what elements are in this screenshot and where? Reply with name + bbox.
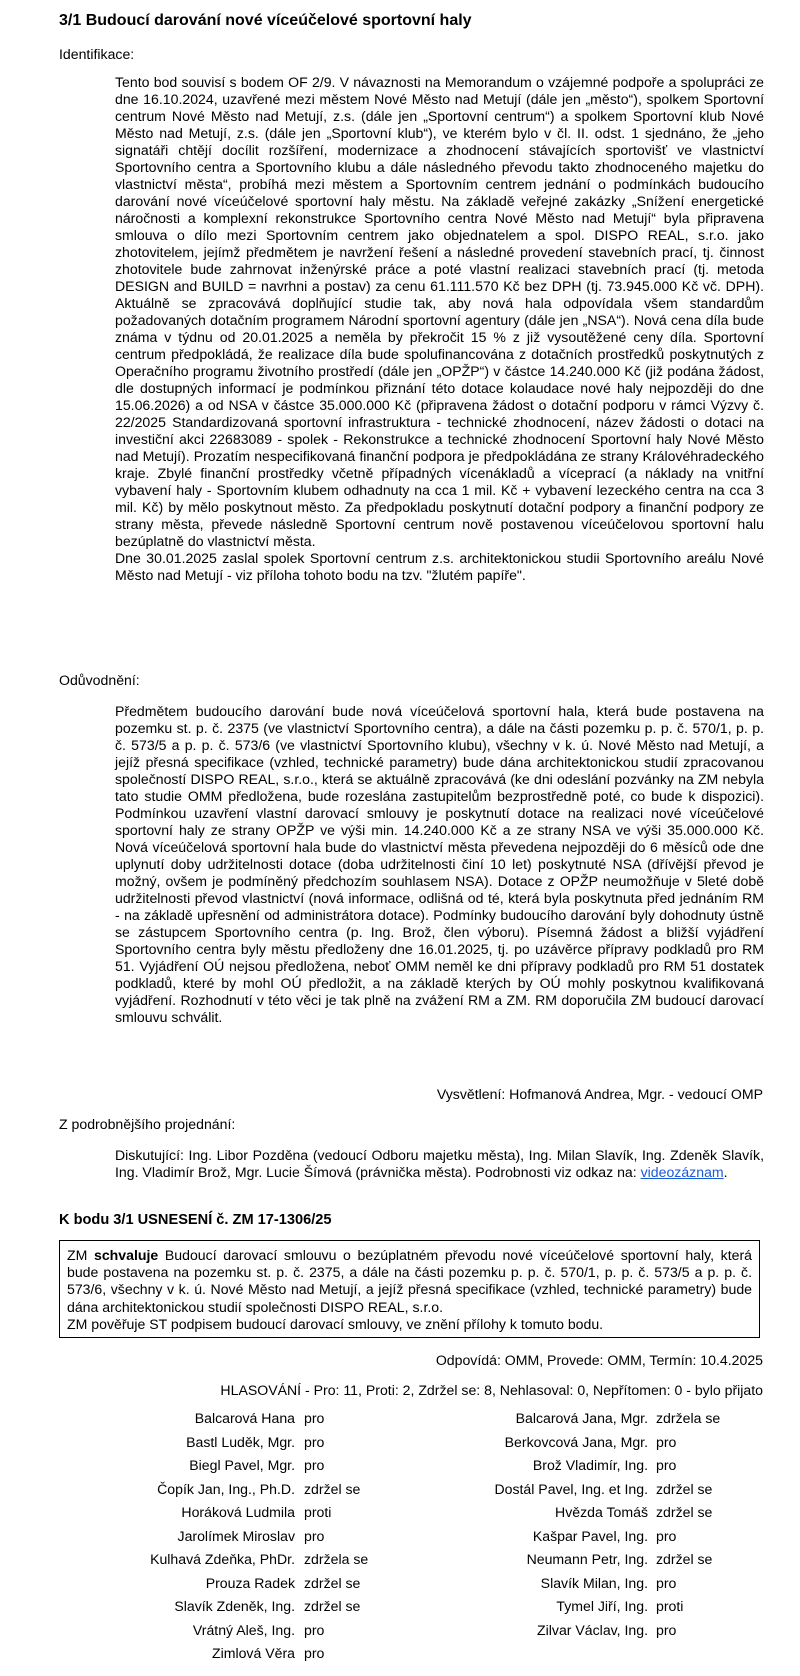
voter-vote: zdržel se <box>656 1480 713 1497</box>
resolution-heading: K bodu 3/1 USNESENÍ č. ZM 17-1306/25 <box>59 1212 332 1228</box>
voter-name: Zilvar Václav, Ing. <box>537 1621 648 1638</box>
voter-vote: pro <box>304 1527 325 1544</box>
voter-vote: pro <box>656 1457 677 1473</box>
voter-name: Balcarová Hana <box>194 1410 295 1426</box>
voter-name: Tymel Jiří, Ing. <box>556 1598 648 1614</box>
voter-name: Prouza Radek <box>205 1574 295 1591</box>
voter-vote: pro <box>656 1621 677 1638</box>
resolution-box <box>59 1240 760 1338</box>
voter-name: Kašpar Pavel, Ing. <box>532 1527 648 1544</box>
voter-name: Bastl Luděk, Mgr. <box>186 1433 295 1450</box>
voter-name: Hvězda Tomáš <box>555 1504 648 1520</box>
responsible-line: Odpovídá: OMM, Provede: OMM, Termín: 10.4.2025 <box>435 1352 763 1368</box>
vote-row <box>0 1575 800 1599</box>
voter-vote: pro <box>304 1457 325 1473</box>
identification-paragraph-2: Dne 30.01.2025 zaslal spolek Sportovní centrum z.s. architektonickou studii Sportovního areálu Nové Město nad Metují - viz příloha tohoto bodu na tzv. "žlutém papíře". <box>115 550 764 583</box>
justification-label: Odůvodnění: <box>59 672 140 688</box>
voting-summary: HLASOVÁNÍ - Pro: 11, Proti: 2, Zdržel se: 8, Nehlasoval: 0, Nepřítomen: 0 - bylo přijato <box>220 1382 763 1398</box>
discussion-participants: Diskutující: Ing. Libor Pozděna (vedoucí Odboru majetku města), Ing. Milan Slavík, Ing. Zdeněk Slavík, Ing. Vladimír Brož, Mgr. Lucie Šímová (právnička města). Podrobnosti viz odkaz na: <box>115 1147 764 1180</box>
vote-row <box>0 1598 800 1622</box>
justification-paragraph: Předmětem budoucího darování bude nová víceúčelová sportovní hala, která bude postavena na pozemku st. p. č. 2375 (ve vlastnictví Sportovního centra), a dále na části pozemku p. p. č. 570/1, p. p. č. 573/5 a p. p. č. 573/6 (ve vlastnictví Sportovního klubu), všechny v k. ú. Nové Město nad Metují, a jejíž přesná specifikace (vzhled, technické parametry) bude dána architektonickou studií zpracovanou společností DISPO REAL, s.r.o., která se aktuálně zpracovává (ke dni odeslání pozvánky na ZM nebyla tato studie OMM předložena, bude rozeslána zastupitelům bezprostředně poté, co bude k dispozici). Podmínkou uzavření vlastní darovací smlouvy je poskytnutí dotace na realizaci nové víceúčelové sportovní haly ze strany OPŽP ve výši min. 14.240.000 Kč a ze strany NSA ve výši 35.000.000 Kč. Nová víceúčelová sportovní hala bude do vlastnictví města převedena nejpozději do 6 měsíců ode dne uplynutí doby udržitelnosti dotace (doba udržitelnosti činí 10 let) poskytnuté NSA (dřívější převod je možný, ovšem je podmíněný předchozím souhlasem NSA). Dotace z OPŽP neumožňuje v 5leté době udržitelnosti převod vlastnictví (nová informace, odlišná od té, která byla poskytnuta před jednáním RM - na základě upřesnění od administrátora dotace). Podmínky budoucího darování byly dohodnuty ústně se zástupcem Sportovního centra (p. Ing. Brož, člen výboru). Písemná žádost a bližší vyjádření Sportovního centra byly městu předloženy dne 16.01.2025, tj. po uzávěrce přípravy podkladů pro RM 51. Vyjádření OÚ nejsou předložena, neboť OMM neměl ke dni přípravy podkladů pro RM 51 dostatek podkladů, které by mohl OÚ předložit, a na základě kterých by OÚ mohly poskytnou kvalifikovaná vyjádření. Rozhodnutí v této věci je tak plně na zvážení RM a ZM. RM doporučila ZM budoucí darovací smlouvu schválit. <box>115 703 764 1025</box>
identification-text <box>115 74 764 584</box>
vote-row <box>0 1528 800 1552</box>
voter-vote: pro <box>304 1410 325 1426</box>
voter-name: Berkovcová Jana, Mgr. <box>504 1433 648 1450</box>
voter-vote: zdržel se <box>304 1598 361 1614</box>
voter-name: Horáková Ludmila <box>181 1504 295 1520</box>
voter-name: Slavík Milan, Ing. <box>540 1574 648 1591</box>
voter-name: Slavík Zdeněk, Ing. <box>174 1598 295 1614</box>
voter-name: Kulhavá Zdeňka, PhDr. <box>150 1551 295 1567</box>
voter-name: Zimlová Věra <box>211 1645 295 1661</box>
voter-vote: pro <box>304 1621 325 1638</box>
voter-vote: proti <box>304 1504 332 1520</box>
vote-row <box>0 1457 800 1481</box>
voter-vote: pro <box>656 1433 677 1450</box>
identification-paragraph-1: Tento bod souvisí s bodem OF 2/9. V návaznosti na Memorandum o vzájemné podpoře a spolupráci ze dne 16.10.2024, uzavřené mezi městem Nové Město nad Metují (dále jen „město“), spolkem Sportovní centrum Nové Město nad Metují, z.s. (dále jen „Sportovní centrum“) a spolkem Sportovní klub Nové Město nad Metují, z.s. (dále jen „Sportovní klub“), ve kterém bylo v čl. II. odst. 1 sjednáno, že „jeho signatáři chtějí docílit rozšíření, modernizace a zhodnocení stávajících sportovišť ve vlastnictví Sportovního centra a Sportovního klubu a dále následného převodu takto zhodnoceného majetku do vlastnictví města“, probíhá mezi městem a Sportovním centrem jednání o podmínkách budoucího darování nové víceúčelové sportovní haly městu. Na základě veřejné zakázky „Snížení energetické náročnosti a komplexní rekonstrukce Sportovního centra Nové Město nad Metují“ byla připravena smlouva o dílo mezi Sportovním centrem jako objednatelem a spol. DISPO REAL, s.r.o. jako zhotovitelem, jejímž předmětem je navržení řešení a následné provedení stavebních prací, tj. činnost zhotovitele bude zahrnovat inženýrské práce a poté vlastní realizaci stavebních prací (tj. metoda DESIGN and BUILD = navrhni a postav) za cenu 61.111.570 Kč bez DPH (tj. 73.945.000 Kč vč. DPH). Aktuálně se zpracovává doplňující studie tak, aby nová hala odpovídala všem standardům požadovaných dotačním programem Národní sportovní agentury (dále jen „NSA“). Nová cena díla bude známa v týdnu od 20.01.2025 a neměla by překročit 15 % z již vysoutěžené ceny díla. Sportovní centrum předpokládá, že realizace díla bude spolufinancována z dotačních prostředků poskytnutých z Operačního programu životního prostředí (dále jen „OPŽP“) v částce 14.240.000 Kč (již podána žádost, dle dostupných informací je podmínkou přiznání této dotace kolaudace nové haly nejpozději do dne 15.06.2026) a od NSA v částce 35.000.000 Kč (připravena žádost o dotační podporu v rámci Výzvy č. 22/2025 Standardizovaná sportovní infrastruktura - technické zhodnocení, název žádosti o dotaci na investiční akci 22683089 - spolek - Rekonstrukce a technické zhodnocení Sportovní haly Nové Město nad Metují). Prozatím nespecifikovaná finanční podpora je předpokládána ze strany Královéhradeckého kraje. Zbylé finanční prostředky včetně případných vícenákladů a víceprací (a náklady na vnitřní vybavení haly - Sportovním klubem odhadnuty na cca 1 mil. Kč + vybavení lezeckého centra na cca 3 mil. Kč) by mělo poskytnout město. Za předpokladu poskytnutí dotační podpory a finanční podpory ze strany města, převede následně Sportovní centrum nově postavenou víceúčelovou sportovní halu bezúplatně do vlastnictví města. <box>115 74 764 549</box>
voter-vote: zdržel se <box>656 1551 713 1567</box>
voter-name: Čopík Jan, Ing., Ph.D. <box>157 1480 295 1497</box>
resolution-verb: schvaluje <box>94 1247 159 1263</box>
voter-vote: zdržel se <box>304 1574 361 1591</box>
voter-vote: zdržel se <box>304 1480 361 1497</box>
vote-row <box>0 1645 800 1669</box>
vote-row <box>0 1481 800 1505</box>
explained-by: Vysvětlení: Hofmanová Andrea, Mgr. - vedoucí OMP <box>436 1086 763 1102</box>
voter-vote: pro <box>304 1645 325 1661</box>
voter-vote: proti <box>656 1598 684 1614</box>
vote-row <box>0 1410 800 1434</box>
justification-text <box>115 703 764 1026</box>
video-recording-link[interactable]: videozáznam <box>640 1164 724 1180</box>
voter-vote: pro <box>304 1433 325 1450</box>
resolution-authorization: ZM pověřuje ST podpisem budoucí darovací smlouvy, ve znění přílohy k tomuto bodu. <box>67 1315 604 1332</box>
identification-label: Identifikace: <box>59 46 135 62</box>
voter-vote: pro <box>656 1574 677 1591</box>
discussion-label: Z podrobnějšího projednání: <box>59 1116 236 1132</box>
voter-name: Jarolímek Miroslav <box>177 1527 295 1544</box>
voter-name: Vrátný Aleš, Ing. <box>192 1621 295 1638</box>
discussion-end: . <box>723 1164 728 1180</box>
voter-name: Biegl Pavel, Mgr. <box>189 1457 295 1473</box>
voter-vote: zdržela se <box>656 1410 721 1426</box>
voter-vote: zdržela se <box>304 1551 369 1567</box>
voter-name: Balcarová Jana, Mgr. <box>515 1410 648 1426</box>
voter-name: Brož Vladimír, Ing. <box>532 1457 648 1473</box>
discussion-text <box>115 1147 764 1181</box>
resolution-subject: ZM <box>67 1247 94 1263</box>
resolution-approval <box>67 1247 752 1316</box>
voter-vote: pro <box>656 1527 677 1544</box>
vote-row <box>0 1504 800 1528</box>
voter-name: Dostál Pavel, Ing. et Ing. <box>494 1480 648 1497</box>
voter-vote: zdržel se <box>656 1504 713 1520</box>
voter-name: Neumann Petr, Ing. <box>526 1551 648 1567</box>
vote-row <box>0 1622 800 1646</box>
resolution-approval-text: Budoucí darovací smlouvu o bezúplatném převodu nové víceúčelové sportovní haly, která bude postavena na pozemku st. p. č. 2375, a dále na části pozemku p. p. č. 570/1, p. p. č. 573/5 a p. p. č. 573/6, všechny v k. ú. Nové Město nad Metují, a jejíž přesná specifikace (vzhled, technické parametry) bude dána architektonickou studií společnosti DISPO REAL, s.r.o. <box>67 1247 753 1315</box>
vote-row <box>0 1551 800 1575</box>
vote-row <box>0 1434 800 1458</box>
section-title: 3/1 Budoucí darování nové víceúčelové sportovní haly <box>59 12 472 29</box>
